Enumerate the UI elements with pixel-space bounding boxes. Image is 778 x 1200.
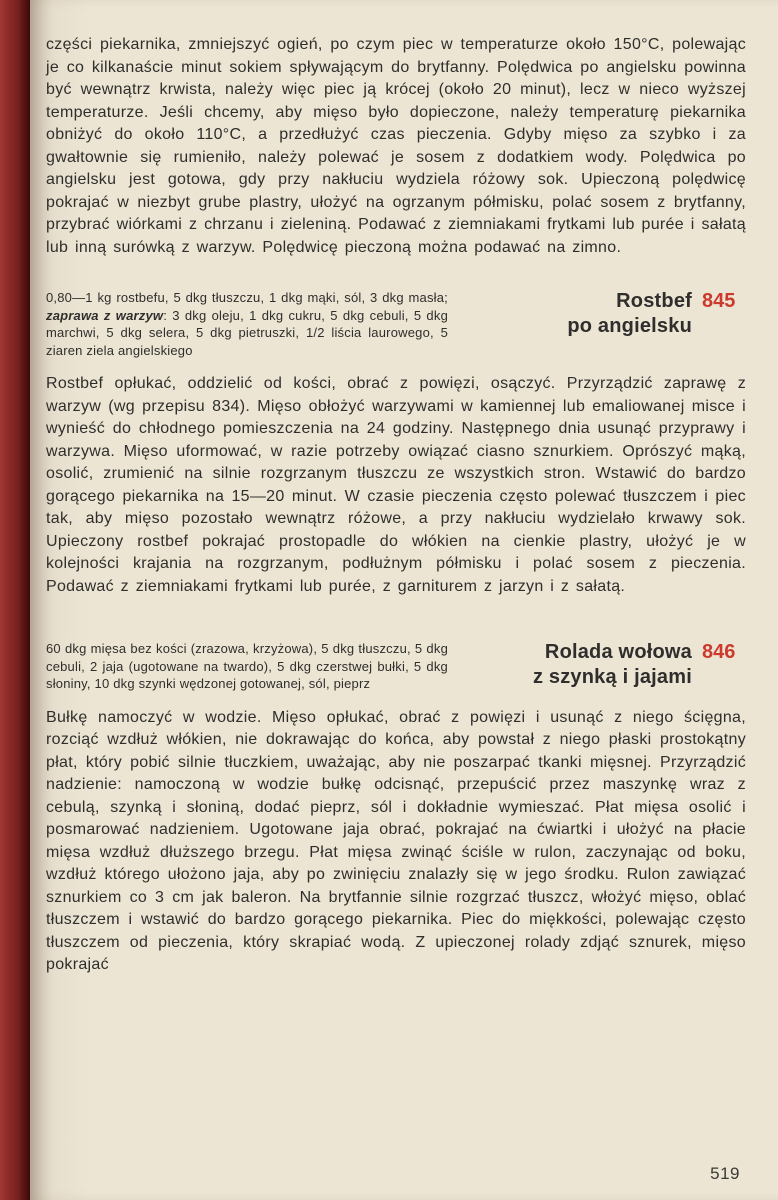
ingredients-text-post: : 3 dkg oleju, 1 dkg cukru, 5 dkg cebuli, 5 dkg marchwi, 5 dkg selera, 5 dkg pietruszki, 1/2 liścia laurowego, 5 ziaren ziela angielskiego [46,307,448,358]
recipe-846-title [458,640,692,690]
watermark: wedlinydomowe.pl [189,1083,589,1135]
ingredients-text-pre: 0,80—1 kg rostbefu, 5 dkg tłuszczu, 1 dkg mąki, sól, 3 dkg masła; [46,290,448,305]
recipe-title-line: z szynką i jajami [532,666,692,688]
book-spine [0,0,30,1200]
recipe-846-header [46,640,746,693]
recipe-845-body: Rostbef opłukać, oddzielić od kości, obrać z powięzi, osączyć. Przyrządzić zaprawę z warzyw (wg przepisu 834). Mięso obłożyć warzywami w kamiennej lub emaliowanej misce i wynieść do chłodnego pomieszczenia na 24 godziny. Następnego dnia usunąć przyprawy i warzywa. Mięso uformować, w razie potrzeby owiązać ciasno sznurkiem. Oprószyć mąką, osolić, zrumienić na silnie rozgrzanym tłuszczu ze wszystkich stron. Wstawić do bardzo gorącego piekarnika na 15—20 minut. W czasie pieczenia często polewać tłuszczem i piec tak, aby mięso pozostało wewnątrz różowe, a przy nakłuciu wydzielało krwawy sok. Upieczony rostbef pokrajać prostopadle do włókien na cienkie plastry, ułożyć je w kolejności krajania na rozgrzanym, podłużnym półmisku i polać sosem z pieczenia. Podawać z ziemniakami frytkami lub purée, z garniturem z jarzyn i z sałatą. [46,375,746,595]
recipe-846-body: Bułkę namoczyć w wodzie. Mięso opłukać, obrać z powięzi i usunąć z niego ścięgna, rozciąć wzdłuż włókien, nie dokrawając do końca, aby powstał z niego płaski prostokątny płat, który pobić silnie tłuczkiem, uważając, aby nie poszarpać tkanki mięsnej. Przyrządzić nadzienie: namoczoną w wodzie bułkę odcisnąć, przepuścić przez maszynkę wraz z cebulą, szynką i słoniną, dodać pieprz, sól i dokładnie wymieszać. Płat mięsa osolić i posmarować nadzieniem. Ugotowane jaja obrać, pokrajać na ćwiartki i ułożyć na płacie mięsa wzdłuż dłuższego brzegu. Płat mięsa zwinąć ściśle w rulon, zaczynając od boku, wzdłuż którego ułożono jaja, aby po zwinięciu znalazły się w jego środku. Rulon zawiązać sznurkiem co 3 cm jak baleron. Na brytfannie silnie rozgrzać tłuszcz, włożyć mięso, oblać tłuszczem i wstawić do bardzo gorącego piekarnika. Piec do miękkości, polewając często tłuszczem od pieczenia, który skrapiać wodą. Z upieczonej rolady zdjąć sznurek, mięso pokrajać [46,708,746,973]
recipe-title-line: Rolada wołowa [544,641,692,663]
recipe-title-line: po angielsku [567,315,692,337]
recipe-845-title [458,289,692,339]
page-content [46,34,746,977]
recipe-title-line: Rostbef [616,290,692,312]
intro-paragraph: części piekarnika, zmniejszyć ogień, po czym piec w temperaturze około 150°C, polewając je co kilkanaście minut sokiem spływającym do brytfanny. Polędwica po angielsku powinna być wewnątrz krwista, należy więc piec ją krócej (około 20 minut), lecz w nieco wyższej temperaturze. Jeśli chcemy, aby mięso było dopieczone, należy temperaturę piekarnika obniżyć do około 110°C, a przedłużyć czas pieczenia. Gdyby mięso za szybko i za gwałtownie się rumieniło, należy polewać je sosem z dodatkiem wody. Polędwica po angielsku jest gotowa, gdy przy nakłuciu wydziela różowy sok. Upieczoną polędwicę pokrajać w niezbyt grube plastry, ułożyć na ogrzanym półmisku, polać sosem z brytfanny, przybrać wiórkami z chrzanu i zieleniną. Podawać z ziemniakami frytkami lub purée i sałatą lub inną surówką z warzyw. Polędwicę pieczoną można podawać na zimno. [46,36,746,256]
recipe-845-number: 845 [702,290,736,312]
recipe-846-ingredients: 60 dkg mięsa bez kości (zrazowa, krzyżowa), 5 dkg tłuszczu, 5 dkg cebuli, 2 jaja (ugotowane na twardo), 5 dkg czerstwej bułki, 5 dkg słoniny, 10 dkg szynki wędzonej gotowanej, sól, pieprz [46,641,448,691]
recipe-845-ingredients [46,289,448,359]
recipe-845-header [46,289,746,359]
recipe-846-number: 846 [702,641,736,663]
page-number: 519 [710,1164,740,1183]
ingredients-emphasis: zaprawa z warzyw [46,307,164,323]
